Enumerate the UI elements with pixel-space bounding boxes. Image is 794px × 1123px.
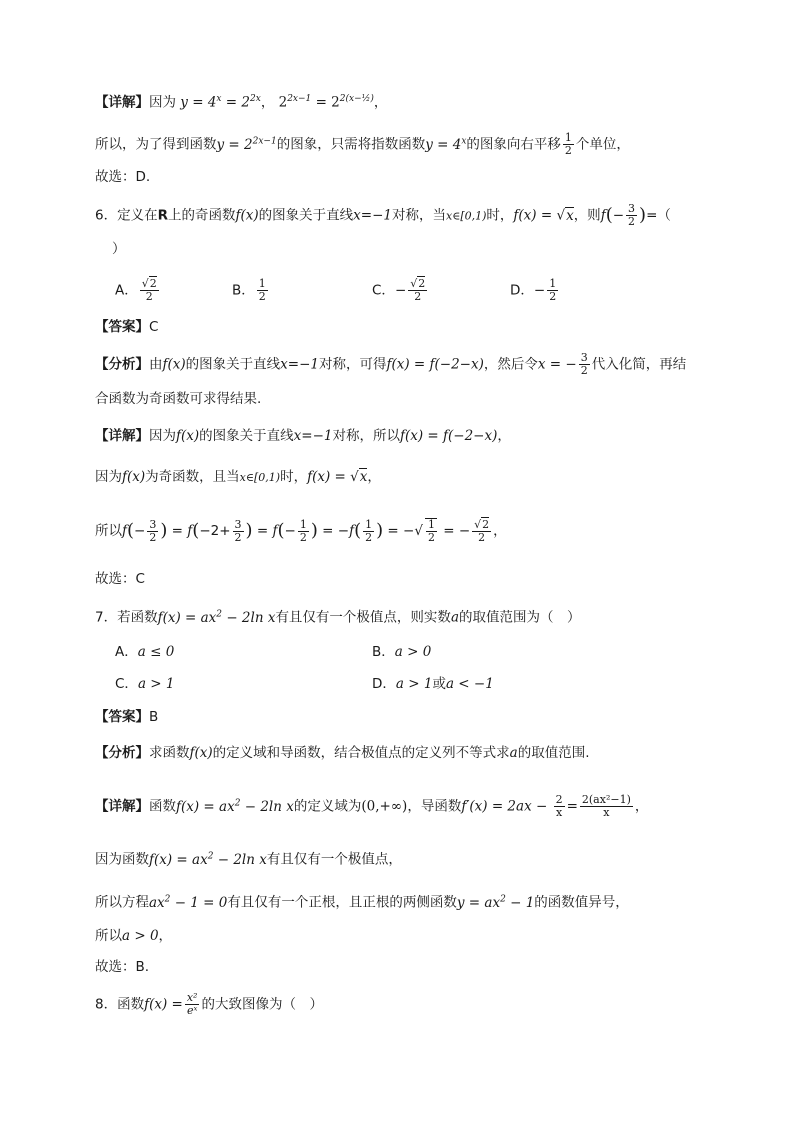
q5-choose: 故选：D. — [95, 169, 151, 185]
q5-detail-line: 【详解】因为 $y = 4^x = 2^{2x}$， $2^{2x-1} = 2^{2(x-\frac{1}{2})}$， — [95, 94, 388, 111]
q6-stem: 6．定义在R上的奇函数f(x)的图象关于直线x=−1对称，当x∈[0,1)时，f(x) = √x，则f(− $\frac{3}{2}$ )=（ — [95, 202, 671, 228]
q7-detail-1: 【详解】函数$f(x) = ax^2 - 2\ln$ x的定义域为(0,+∞)，导函数f′(x) = 2ax − $\frac{2}{x}$ = $\frac{\text{2(ax²−1)}}{x}$ ， — [95, 793, 649, 819]
q6-answer: 【答案】C — [95, 319, 159, 335]
q7-choose: 故选：B. — [95, 959, 150, 975]
q6-option-a[interactable]: A． $\frac{√2}{2}$ — [115, 277, 157, 303]
q6-analysis: 【分析】由f(x)的图象关于直线x=−1对称，可得f(x) = f(−2−x)，然后令x = − $\frac{3}{2}$ 代入化简，再结 — [95, 351, 687, 377]
q6-stem-close: ） — [112, 241, 126, 257]
q7-detail-2: 因为函数$f(x) = ax^2 - 2\ln$ x有且仅有一个极值点， — [95, 851, 402, 868]
q6-detail-3: 所以f(− $\frac{3}{2}$ ) = f(−2+ $\frac{3}{2}$ ) = f(− $\frac{1}{2}$ ) = −f( $\frac{1}{2}$ ) = −√ $\frac{1}{2}$ = − $\frac{√2}{2}$ ， — [95, 517, 507, 544]
q7-option-a[interactable]: A．a ≤ 0 — [115, 644, 175, 660]
q6-option-d[interactable]: D．− $\frac{1}{2}$ — [510, 277, 557, 303]
q6-option-c[interactable]: C．− $\frac{√2}{2}$ — [372, 277, 426, 303]
q6-detail-2: 因为f(x)为奇函数，且当x∈[0,1)时，f(x) = √x， — [95, 469, 381, 485]
q7-option-c[interactable]: C．a > 1 — [115, 676, 175, 692]
q7-answer: 【答案】B — [95, 709, 159, 725]
q7-detail-4: 所以a > 0， — [95, 928, 173, 944]
q7-option-d[interactable]: D．a > 1或a < −1 — [372, 676, 494, 692]
q5-reason-line: 所以，为了得到函数$y = 2^{2x-1}$的图象，只需将指数函数$y = 4^x$的图象向右平移 $\frac{1}{2}$ 个单位， — [95, 131, 630, 157]
q6-detail-1: 【详解】因为f(x)的图象关于直线x=−1对称，所以f(x) = f(−2−x)， — [95, 428, 511, 444]
q6-analysis-line2: 合函数为奇函数可求得结果. — [95, 391, 262, 407]
q7-detail-3: 所以方程$ax^2 - 1 = 0$有且仅有一个正根，且正根的两侧函数$y = ax^2 - 1$的函数值异号， — [95, 894, 629, 911]
q8-stem: 8．函数f(x) = $\frac{\text{x²}}{\text{eˣ}}$ 的大致图像为（ ） — [95, 991, 323, 1017]
q7-analysis: 【分析】求函数f(x)的定义域和导函数，结合极值点的定义列不等式求a的取值范围. — [95, 745, 590, 761]
q7-stem: 7．若函数$f(x) = ax^2 - 2\ln$ x有且仅有一个极值点，则实数a的取值范围为（ ） — [95, 609, 581, 626]
detail-tag: 【详解】 — [95, 94, 149, 111]
q7-option-b[interactable]: B．a > 0 — [372, 644, 432, 660]
q6-choose: 故选：C — [95, 571, 145, 587]
q6-option-b[interactable]: B． $\frac{1}{2}$ — [232, 277, 266, 303]
